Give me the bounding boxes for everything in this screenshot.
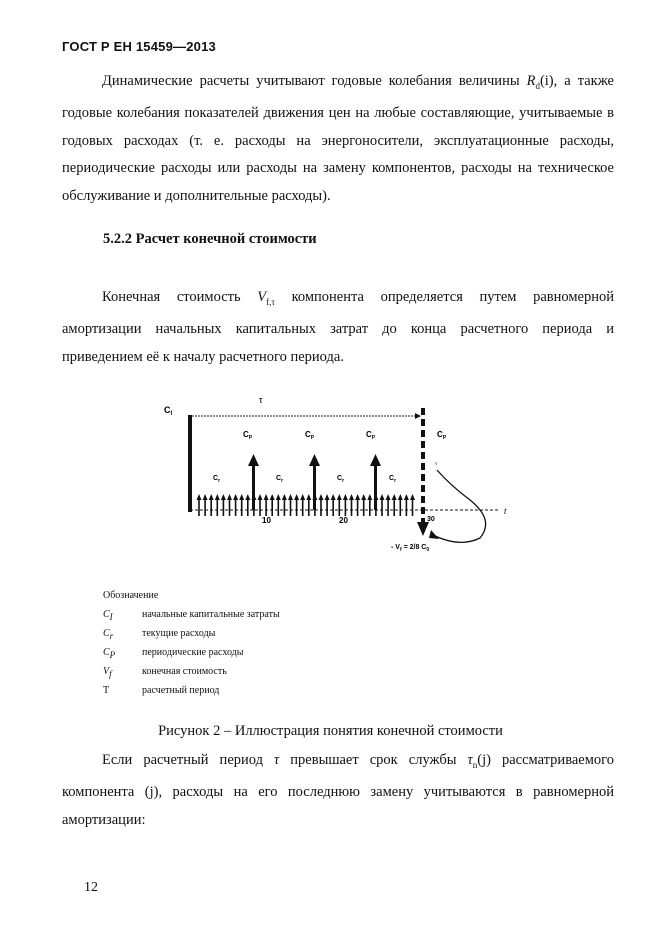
fig-tick-30: 30 [427,516,435,523]
para1-text-after: (i), а также годовые колебания показателей движения цен на любые составляющие, учитываемые в годовых расходах (т. е. расходы на энергоносители, эксплуатационные расходы, периодические расходы или расходы на замену компонентов, расходы на техническое обслуживание и дополнительные расходы). [62,73,614,204]
legend-symbol: $C_I$ [103,609,113,622]
running-cost-arrowhead [306,494,311,500]
para3-var2: τ [467,752,473,768]
running-cost-arrowhead [221,494,226,500]
legend-desc: конечная стоимость [142,666,227,677]
legend-title: Обозначение [103,590,159,601]
running-cost-arrowhead [367,494,372,500]
paragraph-final-value [62,284,614,371]
fig-ci-label: $C_I$ [164,405,173,417]
fig-tick-10: 10 [262,516,271,525]
document-header: ГОСТ Р ЕН 15459—2013 [62,39,216,54]
running-cost-arrowhead [319,494,324,500]
running-cost-arrowhead [197,494,202,500]
fig-cr-label-3: $C_r$ [337,475,345,484]
fig-periodic-arrows [248,454,381,510]
running-cost-arrowhead [349,494,354,500]
fig-small-mark: v [435,461,438,467]
fig-cr-label-2: $C_r$ [276,475,284,484]
para3-text-before: Если расчетный период [102,752,275,768]
page-number: 12 [84,880,98,895]
paragraph-service-life [62,747,614,834]
running-cost-arrowhead [276,494,281,500]
fig-t-label: t [504,507,507,516]
running-cost-arrowhead [386,494,391,500]
running-cost-arrowhead [209,494,214,500]
fig-running-cost-arrows [197,494,416,516]
fig-cp-label-1: $C_P$ [243,430,253,441]
running-cost-arrowhead [215,494,220,500]
running-cost-arrowhead [270,494,275,500]
running-cost-arrowhead [227,494,232,500]
running-cost-arrowhead [239,494,244,500]
running-cost-arrowhead [258,494,263,500]
running-cost-arrowhead [361,494,366,500]
running-cost-arrowhead [288,494,293,500]
running-cost-arrowhead [398,494,403,500]
running-cost-arrowhead [294,494,299,500]
running-cost-arrowhead [300,494,305,500]
legend-desc: текущие расходы [142,628,216,639]
para3-var2-sub: n [472,759,478,770]
legend-desc: периодические расходы [142,647,244,658]
fig-curved-arrow [433,470,486,542]
para1-var: R [526,73,536,89]
running-cost-arrowhead [282,494,287,500]
legend-desc: начальные капитальные затраты [142,609,280,620]
fig-tick-20: 20 [339,516,348,525]
section-heading: 5.2.2 Расчет конечной стоимости [103,231,317,247]
running-cost-arrowhead [404,494,409,500]
running-cost-arrowhead [331,494,336,500]
legend-symbol: T [103,685,110,696]
para1-var-sub: d [535,80,540,91]
para3-text-after: (j) рассматриваемого компонента (j), расходы на его последнюю замену учитываются в равномерной амортизации: [62,752,614,828]
para2-var: V [257,289,267,305]
fig-cp-label-4: $C_P$ [437,430,447,441]
fig-cp-label-3: $C_P$ [366,430,376,441]
para2-var-sub: f,τ [266,296,275,307]
fig-curved-arrowhead [429,530,439,539]
fig-tau-label: τ [259,395,263,405]
para2-text-before: Конечная стоимость [102,289,258,305]
running-cost-arrowhead [410,494,415,500]
running-cost-arrowhead [343,494,348,500]
running-cost-arrowhead [392,494,397,500]
fig-cp-label-2: $C_P$ [305,430,315,441]
para3-text-mid: превышает срок службы [279,752,468,768]
para1-text-before: Динамические расчеты учитывают годовые колебания величины [102,73,527,89]
legend-symbol: $C_P$ [103,647,116,660]
para3-var1: τ [274,752,280,768]
legend-desc: расчетный период [142,685,220,696]
running-cost-arrowhead [233,494,238,500]
paragraph-dynamic-calculations [62,68,614,210]
running-cost-arrowhead [380,494,385,500]
running-cost-arrowhead [337,494,342,500]
figure-caption: Рисунок 2 – Иллюстрация понятия конечной стоимости [158,723,503,739]
running-cost-arrowhead [245,494,250,500]
final-value-figure [150,390,530,560]
running-cost-arrowhead [203,494,208,500]
legend-symbol: $V_f$ [103,666,112,679]
legend-symbol: $C_r$ [103,628,114,641]
running-cost-arrowhead [325,494,330,500]
fig-cr-label-1: $C_r$ [213,475,221,484]
fig-initial-investment-bar [188,415,192,512]
running-cost-arrowhead [355,494,360,500]
fig-vf-label: - $V_f = 2/8$ $C_0$ [391,544,430,553]
para2-text-after: компонента определяется путем равномерной амортизации начальных капитальных затрат до конца расчетного периода и приведением её к началу расчетного периода. [62,289,614,365]
fig-down-arrowhead [417,522,429,536]
fig-cr-label-4: $C_r$ [389,475,397,484]
running-cost-arrowhead [264,494,269,500]
